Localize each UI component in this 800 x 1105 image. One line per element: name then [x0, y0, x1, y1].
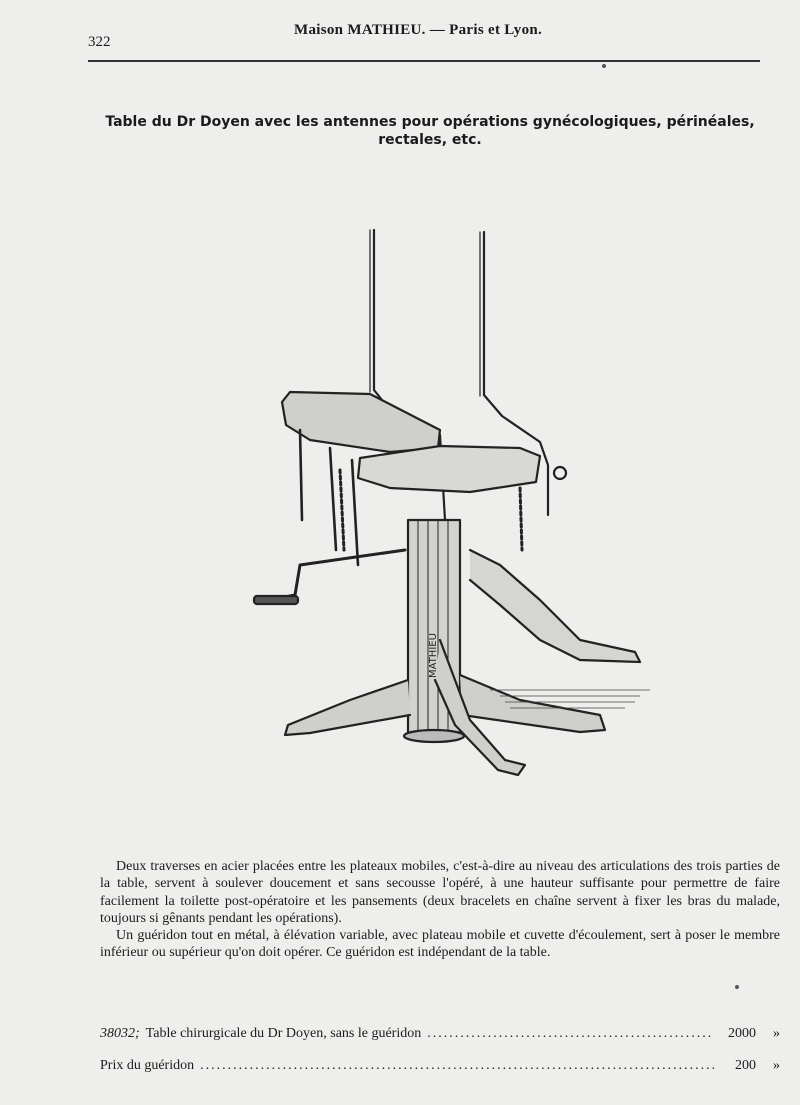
- price-amount: 200: [735, 1058, 756, 1073]
- price-amount: 2000: [728, 1026, 756, 1041]
- figure-title: [100, 113, 760, 149]
- print-speck: [602, 64, 606, 68]
- leg-left: [285, 680, 410, 735]
- running-head: Maison MATHIEU. — Paris et Lyon.: [294, 22, 543, 38]
- price-line-gueridon: [100, 1058, 780, 1074]
- description-paragraph-2: Un guéridon tout en métal, à élévation variable, avec plateau mobile et cuvette d'écoulement, sert à poser le membre inférieur ou supérieur qu'on doit opérer. Ce guéridon est indépendant de la table.: [100, 928, 780, 961]
- crank-handle: [260, 550, 405, 602]
- dot-leader: [200, 1058, 714, 1074]
- dot-leader: [427, 1026, 714, 1042]
- leg-right: [460, 675, 605, 732]
- engraved-mark: MATHIEU: [428, 633, 439, 678]
- figure-title-line-1: Table du Dr Doyen avec les antennes pour opérations gynécologiques, périnéales,: [105, 114, 755, 130]
- print-speck: [735, 985, 739, 989]
- catalog-reference: 38032;: [100, 1026, 140, 1041]
- header-rule: [88, 60, 760, 62]
- pedal-lever: [470, 550, 640, 662]
- description: [100, 858, 780, 962]
- price-label: Table chirurgicale du Dr Doyen, sans le guéridon: [145, 1026, 422, 1041]
- price-label: Prix du guéridon: [100, 1058, 195, 1073]
- seat-plate: [358, 446, 540, 492]
- price-line-table: [100, 1026, 780, 1042]
- surgical-table-illustration: [240, 220, 660, 790]
- back-plate: [282, 392, 440, 452]
- figure-title-line-2: rectales, etc.: [378, 132, 482, 148]
- description-paragraph-1: Deux traverses en acier placées entre les plateaux mobiles, c'est-à-dire au niveau des articulations des trois parties de la table, servent à soulever doucement et sans secousse l'opéré, à une hauteur suffisante pour permettre de faire facilement la toilette post-opératoire et les pansements (deux bracelets en chaîne servent à fixer les bras du malade, toujours si gênants pendant les opérations).: [100, 859, 780, 926]
- price-unit: »: [773, 1058, 780, 1073]
- page-number: 322: [88, 34, 111, 50]
- price-unit: »: [773, 1026, 780, 1041]
